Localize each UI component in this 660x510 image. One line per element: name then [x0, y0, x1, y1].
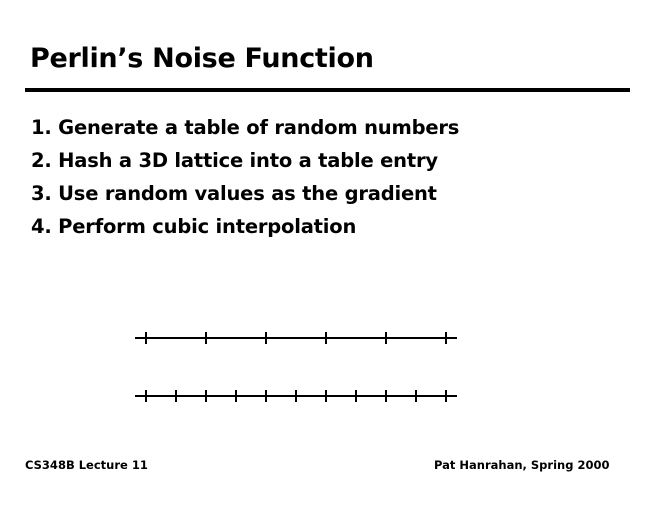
slide-title: Perlin’s Noise Function — [30, 43, 374, 74]
footer-author: Pat Hanrahan, Spring 2000 — [434, 458, 610, 472]
coarse-lattice-line — [135, 332, 457, 344]
step-item-2: 2. Hash a 3D lattice into a table entry — [31, 149, 438, 172]
fine-lattice-line — [135, 390, 457, 402]
footer-course: CS348B Lecture 11 — [25, 458, 148, 472]
step-item-4: 4. Perform cubic interpolation — [31, 215, 357, 238]
step-item-1: 1. Generate a table of random numbers — [31, 116, 460, 139]
step-item-3: 3. Use random values as the gradient — [31, 182, 437, 205]
